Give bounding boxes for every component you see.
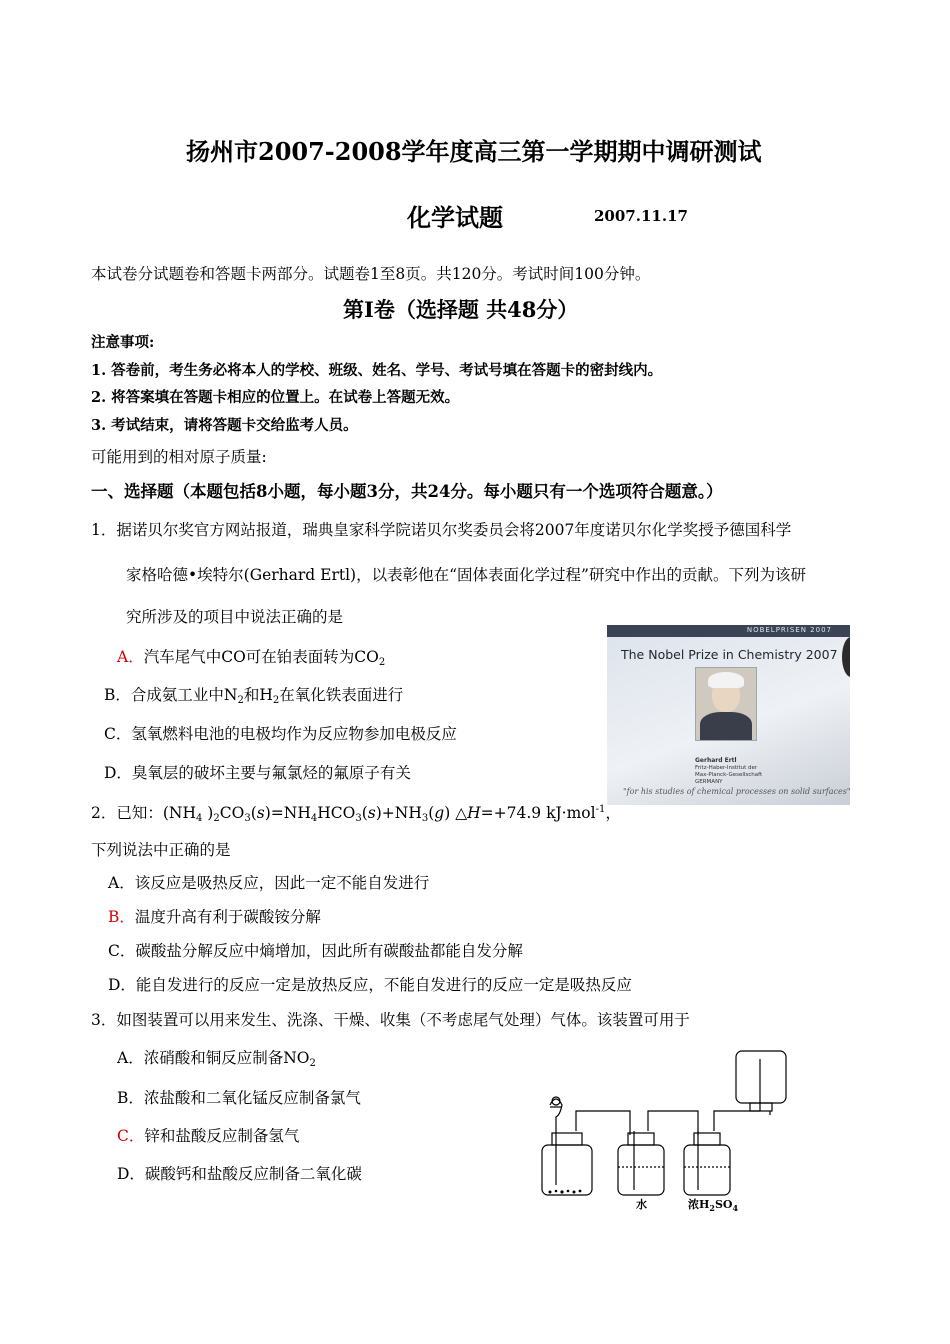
drying-bottle [684,1145,730,1195]
q3-option-a: A．浓硝酸和铜反应制备$NO_2$ [117,1049,316,1069]
q2-option-b-text: 温度升高有利于碳酸铵分解 [134,908,321,926]
collection-bottle [736,1051,786,1103]
part-title: 第Ⅰ卷（选择题 共48分） [343,297,579,322]
laureate-country: GERMANY [695,779,723,785]
q3-option-b: B．浓盐酸和二氧化锰反应制备氯气 [117,1089,361,1107]
note-item: 2. 将答案填在答题卡相应的位置上。在试卷上答题无效。 [91,389,460,406]
q1-option-b-end: 在氧化铁表面进行 [279,686,404,704]
q2-option-b-label: B． [108,908,135,926]
q1-option-d: D．臭氧层的破坏主要与氟氯烃的氟原子有关 [104,764,411,782]
water-label: 水 [636,1198,647,1211]
photo-quote: "for his studies of chemical processes on solid surfaces" [623,787,850,796]
q3-stem: 3．如图装置可以用来发生、洗涤、干燥、收集（不考虑尾气处理）气体。该装置可用于 [91,1011,690,1029]
page-title: 扬州市2007-2008学年度高三第一学期期中调研测试 [186,137,762,166]
laureate-affiliation: Fritz-Haber-Institut der [695,765,758,771]
atomic-mass-label: 可能用到的相对原子质量: [91,448,267,466]
wash-bottle [618,1145,664,1195]
q1-option-b: B．合成氨工业中$N_2$和$H_2$在氧化铁表面进行 [104,686,404,706]
q2-option-b [108,905,321,927]
q1-option-b-mid: 和H [243,686,273,704]
nobel-prize-photo [607,625,850,805]
q1-option-a: A．汽车尾气中CO可在铂表面转为$CO_2$ [117,648,386,668]
subject-title: 化学试题 [407,203,503,232]
laureate-name: Gerhard Ertl [695,757,737,764]
q1-stem-line2: 家格哈德•埃特尔(Gerhard Ertl)，以表彰他在“固体表面化学过程”研究中作出的贡献。下列为该研 [126,566,806,584]
q1-option-b-text: B．合成氨工业中N [104,686,238,704]
q3-option-d: D．碳酸钙和盐酸反应制备二氧化碳 [117,1165,362,1183]
intro-text: 本试卷分试题卷和答题卡两部分。试题卷1至8页。共120分。考试时间100分钟。 [91,265,651,283]
dropping-funnel [550,1099,562,1131]
q2-option-d: D．能自发进行的反应一定是放热反应，不能自发进行的反应一定是吸热反应 [108,976,632,994]
note-item: 1. 答卷前，考生务必将本人的学校、班级、姓名、学号、考试号填在答题卡的密封线内。 [91,362,663,379]
gas-apparatus-diagram [530,1045,800,1215]
q2-stem-line1: 2．已知：($NH_4$ )$_2CO_3(s)=NH_4HCO_3(s)+NH_3(g)$ △H=+74.9 kJ·mol$^{-1}$， [91,804,621,824]
q2-option-c: C．碳酸盐分解反应中熵增加，因此所有碳酸盐都能自发分解 [108,942,523,960]
q1-option-a-label: A． [117,648,144,666]
q1-option-c: C．氢氧燃料电池的电极均作为反应物参加电极反应 [104,725,457,743]
photo-shadow [842,637,850,677]
q3-option-c-label: C． [117,1127,145,1145]
laureate-affiliation: Max-Planck-Gesellschaft [695,772,763,778]
laureate-portrait [695,667,757,741]
photo-band-text: NOBELPRISEN 2007 [746,626,832,634]
q2-option-a: A．该反应是吸热反应，因此一定不能自发进行 [108,874,430,892]
q3-option-c [117,1124,299,1146]
note-item: 3. 考试结束，请将答题卡交给监考人员。 [91,417,358,434]
sulfuric-acid-label: 浓$H_2SO_4$ [688,1198,739,1213]
photo-title: The Nobel Prize in Chemistry 2007 [621,647,838,662]
q1-stem-line1: 1．据诺贝尔奖官方网站报道，瑞典皇家科学院诺贝尔奖委员会将2007年度诺贝尔化学奖授予德国科学 [91,521,792,539]
q1-stem-line3: 究所涉及的项目中说法正确的是 [126,608,344,626]
q3-option-c-text: 锌和盐酸反应制备氢气 [144,1127,300,1145]
exam-date: 2007.11.17 [594,207,688,225]
q3-option-a-text: A．浓硝酸和铜反应制备NO [117,1049,310,1067]
section-title: 一、选择题（本题包括8小题，每小题3分，共24分。每小题只有一个选项符合题意。） [91,482,723,501]
generator-flask [542,1145,592,1195]
q2-stem-line2: 下列说法中正确的是 [91,841,231,859]
notes-heading: 注意事项: [91,334,155,351]
photo-band [607,625,850,637]
q1-option-a-text: 汽车尾气中CO可在铂表面转为CO [143,648,379,666]
photo-caption [695,757,762,786]
